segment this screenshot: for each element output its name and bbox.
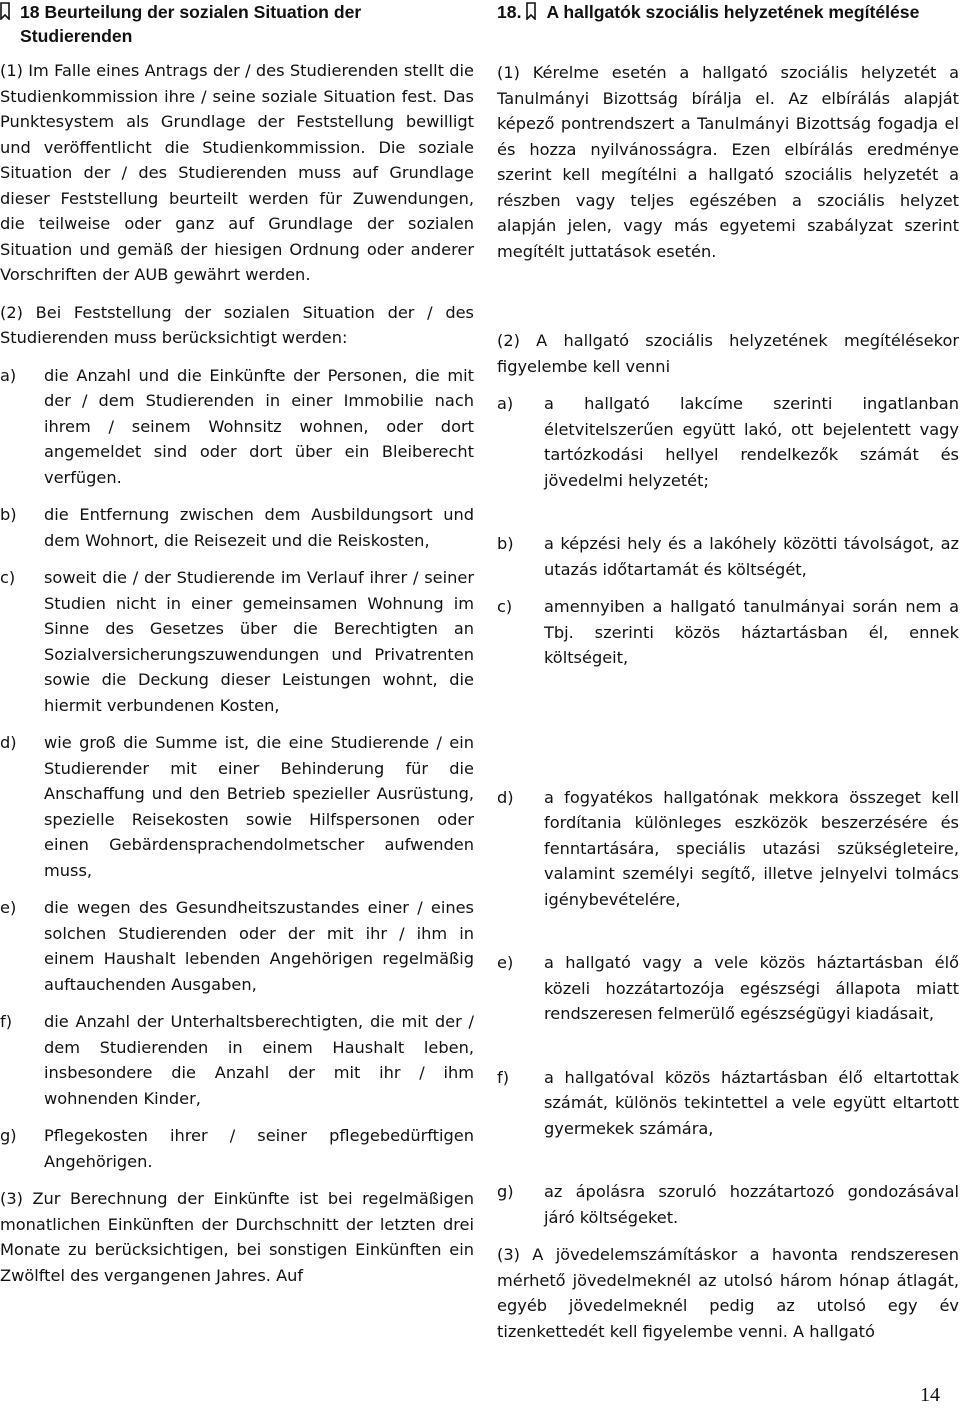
list-item	[497, 785, 959, 913]
list-item-label: d)	[497, 787, 514, 807]
german-heading-number: 18	[20, 2, 40, 22]
list-item-label: b)	[497, 534, 514, 553]
hungarian-paragraph-2: (2) A hallgató szociális helyzetének megítélésekor figyelembe kell venni	[497, 331, 959, 376]
list-item	[497, 391, 959, 493]
list-item	[0, 895, 474, 997]
hungarian-heading-number: 18.	[497, 2, 522, 22]
list-item	[0, 1009, 474, 1111]
list-item-label: a)	[0, 365, 17, 385]
list-item	[0, 502, 474, 553]
list-item-label: g)	[0, 1126, 17, 1145]
bookmark-icon	[0, 0, 16, 20]
german-list	[0, 363, 474, 1175]
list-item-text: a hallgató vagy a vele közös háztartásban élő közeli hozzátartozója egészségi állapota miatt rendszeresen felmerülő egészségügyi kiadásait,	[544, 953, 959, 1023]
list-item	[497, 531, 959, 582]
list-item-text: a hallgató lakcíme szerinti ingatlanban életvitelszerűen együtt lakó, ott bejelentett vagy tartózkodási hellyel rendelkezők számát és jövedelmi helyzetét;	[544, 394, 959, 490]
german-paragraph-2: (2) Bei Feststellung der sozialen Situation der / des Studierenden muss berücksichtigt werden:	[0, 302, 474, 347]
page-number: 14	[920, 1384, 940, 1406]
list-item	[497, 594, 959, 671]
hungarian-column	[497, 0, 959, 1356]
list-item-label: c)	[497, 597, 513, 616]
list-item-label: d)	[0, 733, 17, 752]
list-item-text: die Anzahl der Unterhaltsberechtigten, die mit der / dem Studierenden in einem Haushalt leben, insbesondere die Anzahl der mit ihr / ihm wohnenden Kinder,	[44, 1012, 474, 1108]
hungarian-list	[497, 391, 959, 1230]
list-item-text: a képzési hely és a lakóhely közötti távolságot, az utazás időtartamát és költségét,	[544, 534, 959, 579]
list-item-label: c)	[0, 568, 16, 587]
list-item-label: f)	[497, 1067, 510, 1087]
list-item-label: e)	[497, 953, 514, 972]
list-item-text: die Anzahl und die Einkünfte der Personen, die mit der / dem Studierenden in einer Immobilie nach ihrem / seinem Wohnsitz wohnen, oder dort angemeldet sind oder dort über ein Bleiberecht verfügen.	[44, 365, 474, 487]
list-item-label: g)	[497, 1182, 514, 1201]
german-paragraph-3: (3) Zur Berechnung der Einkünfte ist bei regelmäßigen monatlichen Einkünften der Durchschnitt der letzten drei Monate zu berücksichtigen, bei sonstigen Einkünften ein Zwölftel des vergangenen Jahres. Auf	[0, 1189, 474, 1285]
list-item-text: Pflegekosten ihrer / seiner pflegebedürftigen Angehörigen.	[44, 1126, 474, 1171]
list-item-label: e)	[0, 898, 17, 917]
german-heading-text: Beurteilung der sozialen Situation der Studierenden	[20, 2, 362, 46]
list-item-label: f)	[0, 1012, 13, 1031]
list-item-text: die Entfernung zwischen dem Ausbildungsort und dem Wohnort, die Reisezeit und die Reiskosten,	[44, 505, 474, 550]
list-item-text: soweit die / der Studierende im Verlauf ihrer / seiner Studien nicht in einer gemeinsamen Wohnung im Sinne des Gesetzes über die Berechtigten an Sozialversicherungszuwendungen und Privatrenten sowie die Deckung dieser Leistungen wohnt, die hiermit verbundenen Kosten,	[44, 568, 474, 715]
list-item	[497, 1065, 959, 1142]
list-item-text: a fogyatékos hallgatónak mekkora összeget kell fordítania különleges eszközök beszerzésére és fenntartására, speciális utazási szükségleteire, valamint személyi segítő, illetve jelnyelvi tolmács igénybevételére,	[544, 787, 959, 909]
list-item-label: a)	[497, 394, 514, 413]
hungarian-paragraph-3: (3) A jövedelemszámításkor a havonta rendszeresen mérhető jövedelmeknél az utolsó három hónap átlagát, egyéb jövedelmeknél pedig az utolsó egy év tizenkettedét kell figyelembe venni. A hallgató	[497, 1245, 959, 1341]
list-item	[497, 950, 959, 1027]
list-item-text: amennyiben a hallgató tanulmányai során nem a Tbj. szerinti közös háztartásban él, ennek költségeit,	[544, 597, 959, 667]
list-item-label: b)	[0, 505, 17, 524]
hungarian-paragraph-1: (1) Kérelme esetén a hallgató szociális helyzetét a Tanulmányi Bizottság bírálja el. Az elbírálás alapját képező pontrendszert a Tanulmányi Bizottság fogadja el és hozza nyilvánosságra. Ezen elbírálás eredménye szerint kell megítélni a hallgató szociális helyzetét a részben vagy teljes egészében a szociális helyzet alapján jelen, vagy más egyetemi szabályzat szerint megítélt juttatások esetén.	[497, 63, 959, 261]
list-item	[0, 363, 474, 491]
list-item-text: a hallgatóval közös háztartásban élő eltartottak számát, különös tekintettel a vele együtt eltartott gyermekek számára,	[544, 1067, 959, 1138]
list-item	[497, 1179, 959, 1230]
bookmark-icon	[526, 0, 542, 20]
german-column	[0, 0, 474, 1300]
list-item-text: die wegen des Gesundheitszustandes einer / eines solchen Studierenden oder der mit ihr / ihm in einem Haushalt lebenden Angehörigen regelmäßig auftauchenden Ausgaben,	[44, 898, 474, 994]
list-item	[0, 1123, 474, 1174]
german-heading	[0, 0, 474, 48]
hungarian-heading-text: A hallgatók szociális helyzetének megítélése	[546, 2, 920, 22]
list-item-text: az ápolásra szoruló hozzátartozó gondozásával járó költségeket.	[544, 1182, 959, 1227]
list-item	[0, 730, 474, 883]
list-item	[0, 565, 474, 718]
german-paragraph-1: (1) Im Falle eines Antrags der / des Studierenden stellt die Studienkommission ihre / seine soziale Situation fest. Das Punktesystem als Grundlage der Feststellung bewilligt und veröffentlicht die Studienkommission. Die soziale Situation der / des Studierenden muss auf Grundlage dieser Feststellung beurteilt werden für Zuwendungen, die teilweise oder ganz auf Grundlage der sozialen Situation und gemäß der hiesigen Ordnung oder anderer Vorschriften der AUB gewährt werden.	[0, 61, 474, 284]
list-item-text: wie groß die Summe ist, die eine Studierende / ein Studierender mit einer Behinderung für die Anschaffung und den Betrieb spezieller Ausrüstung, spezielle Reisekosten sowie Hilfspersonen oder einen Gebärdensprachendolmetscher aufwenden muss,	[44, 733, 474, 880]
hungarian-heading	[497, 0, 959, 24]
